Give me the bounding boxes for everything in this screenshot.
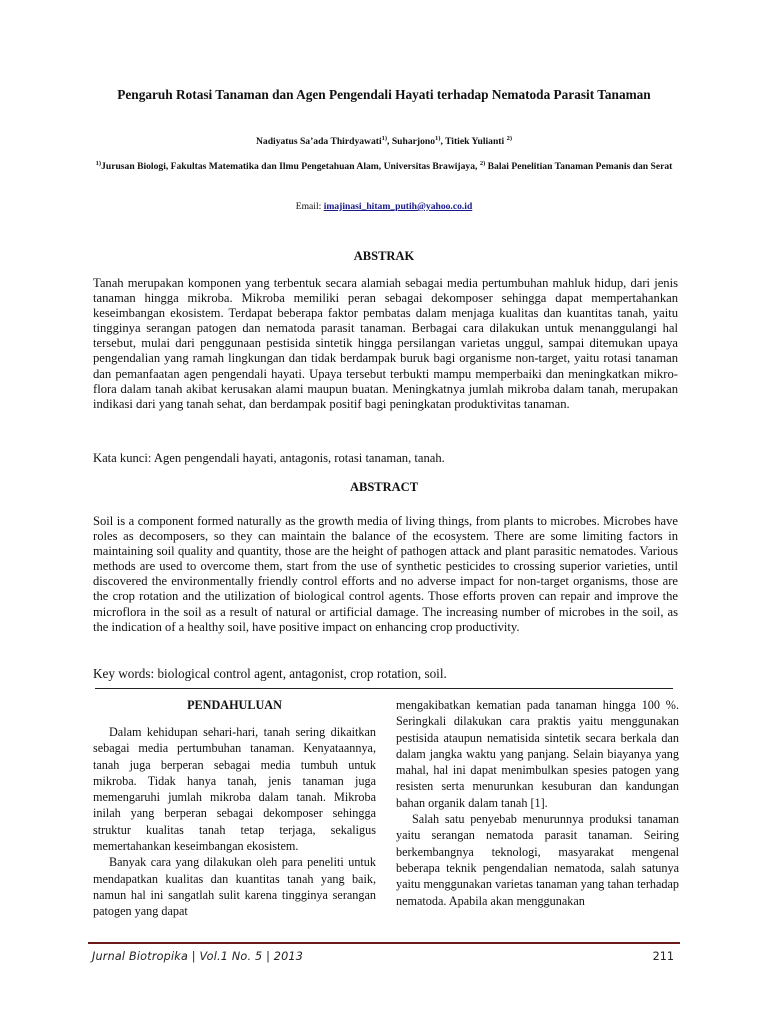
author-name: Suharjono <box>391 136 436 147</box>
abstrak-heading: ABSTRAK <box>353 249 415 263</box>
abstrak-keywords: Kata kunci: Agen pengendali hayati, antagonis, rotasi tanaman, tanah. <box>93 451 445 465</box>
intro-paragraph: Salah satu penyebab menurunnya produksi tanaman yaitu serangan nematoda parasit tanaman. Seiring berkembangnya teknologi, masyarakat mengenal beberapa teknik pengendalian nematoda, salah satunya yaitu menggunakan varietas tanaman yang tahan terhadap nematoda. Apabila akan menggunakan <box>396 812 679 908</box>
author-list: Nadiyatus Sa’ada Thirdyawati$^{1)}$, Suharjono$^{1)}$, Titiek Yulianti $^{2)}$ <box>255 135 512 147</box>
intro-paragraph: Dalam kehidupan sehari-hari, tanah sering dikaitkan sebagai media pertumbuhan tanaman. Kenyataannya, tanah juga berperan sebagai media tumbuh untuk mikroba. Tidak hanya tanah, jenis tanaman juga memengaruhi jumlah mikroba dalam tanah. Mikroba inilah yang berperan sebagai dekomposer sehingga struktur kualitas tanah tetap terjaga, sekaligus memertahankan keseimbangan ekosistem. <box>93 725 376 854</box>
intro-right-column <box>396 697 679 909</box>
email-link[interactable]: imajinasi_hitam_putih@yahoo.co.id <box>323 201 473 212</box>
paper-title: Pengaruh Rotasi Tanaman dan Agen Pengendali Hayati terhadap Nematoda Parasit Tanaman <box>117 87 651 102</box>
affiliation-superscript: 1) <box>95 160 102 167</box>
author-name: Titiek Yulianti <box>445 136 505 147</box>
abstract-body: Soil is a component formed naturally as the growth media of living things, from plants to microbes. Microbes have roles as decomposers, so they can maintain the balance of the ecosystem. There are some limiting factors in maintaining soil quality and quantity, those are the height of pathogen attack and plant parasitic nematodes. Various methods are used to overcome them, start from the use of synthetic pesticides to crossing superior varieties, until discovered the environmentally friendly control efforts and no adverse impact for non-target organisms, those are the crop rotation and the utilization of biological control agents. Those efforts proven can repair and improve the microflora in the soil as a result of natural or artificial damage. The increasing number of microbes in the soil, as the indication of a healthy soil, have positive impact on enhancing crop productivity. <box>93 514 678 634</box>
abstract-heading: ABSTRACT <box>349 480 419 494</box>
affiliations <box>95 160 673 173</box>
intro-paragraph: mengakibatkan kematian pada tanaman hingga 100 %. Seringkali dilakukan cara praktis yaitu menggunakan pestisida ataupun nematisida sintetik secara berkala dan dalam jangka waktu yang panjang. Selain biayanya yang mahal, hal ini dapat menimbulkan spesies patogen yang resisten serta menurunkan kesuburan dan kandungan bahan organik dalam tanah [1]. <box>396 698 679 810</box>
author-superscript: 2) <box>506 135 512 142</box>
abstract-keywords: Key words: biological control agent, antagonist, crop rotation, soil. <box>93 666 447 681</box>
author-superscript: 1) <box>381 135 388 142</box>
intro-paragraph: Banyak cara yang dilakukan oleh para peneliti untuk mendapatkan kualitas dan kuantitas tanah yang baik, namun hal ini sangatlah sulit karena tingginya serangan patogen yang dapat <box>93 855 376 919</box>
section-divider <box>95 688 673 689</box>
footer-journal: Jurnal Biotropika | Vol.1 No. 5 | 2013 <box>92 950 304 963</box>
email-label: Email: <box>295 201 322 212</box>
affiliation-superscript: 2) <box>479 160 486 167</box>
author-superscript: 1) <box>435 135 441 142</box>
author-name: Nadiyatus Sa’ada Thirdyawati <box>255 136 382 147</box>
page-number: 211 <box>652 950 674 963</box>
affiliation-text: Balai Penelitian Tanaman Pemanis dan Serat <box>487 161 673 172</box>
abstrak-body: Tanah merupakan komponen yang terbentuk secara alamiah sebagai media pertumbuhan mahluk hidup, dari jenis tanaman hingga mikroba. Mikroba memiliki peran sebagai dekomposer sehingga dapat mempertahankan keseimbangan ekosistem. Terdapat beberapa faktor pembatas dalam menjaga kualitas dan kuantitas tanah, yaitu tingginya serangan patogen dan nematoda parasit tanaman. Berbagai cara dilakukan untuk menanggulangi hal tersebut, mulai dari penggunaan pestisida sintetik hingga persilangan varietas unggul, sampai ditemukan upaya pengendalian yang ramah lingkungan dan tidak berdampak buruk bagi organisme non-target, yaitu rotasi tanaman dan pemanfaatan agen pengendali hayati. Upaya tersebut terbukti mampu memperbaiki dan meningkatkan mikro-flora dalam tanah akibat kerusakan alami maupun buatan. Meningkatnya jumlah mikroba dalam tanah, merupakan indikasi dari yang tanah sehat, dan berdampak positif bagi peningkatan produktivitas tanaman. <box>93 276 678 411</box>
intro-left-column <box>93 697 376 920</box>
pendahuluan-heading: PENDAHULUAN <box>187 698 282 712</box>
affiliation-text: Jurusan Biologi, Fakultas Matematika dan Ilmu Pengetahuan Alam, Universitas Brawijaya, <box>101 161 478 172</box>
email-line <box>95 200 673 213</box>
footer-rule <box>88 942 680 944</box>
